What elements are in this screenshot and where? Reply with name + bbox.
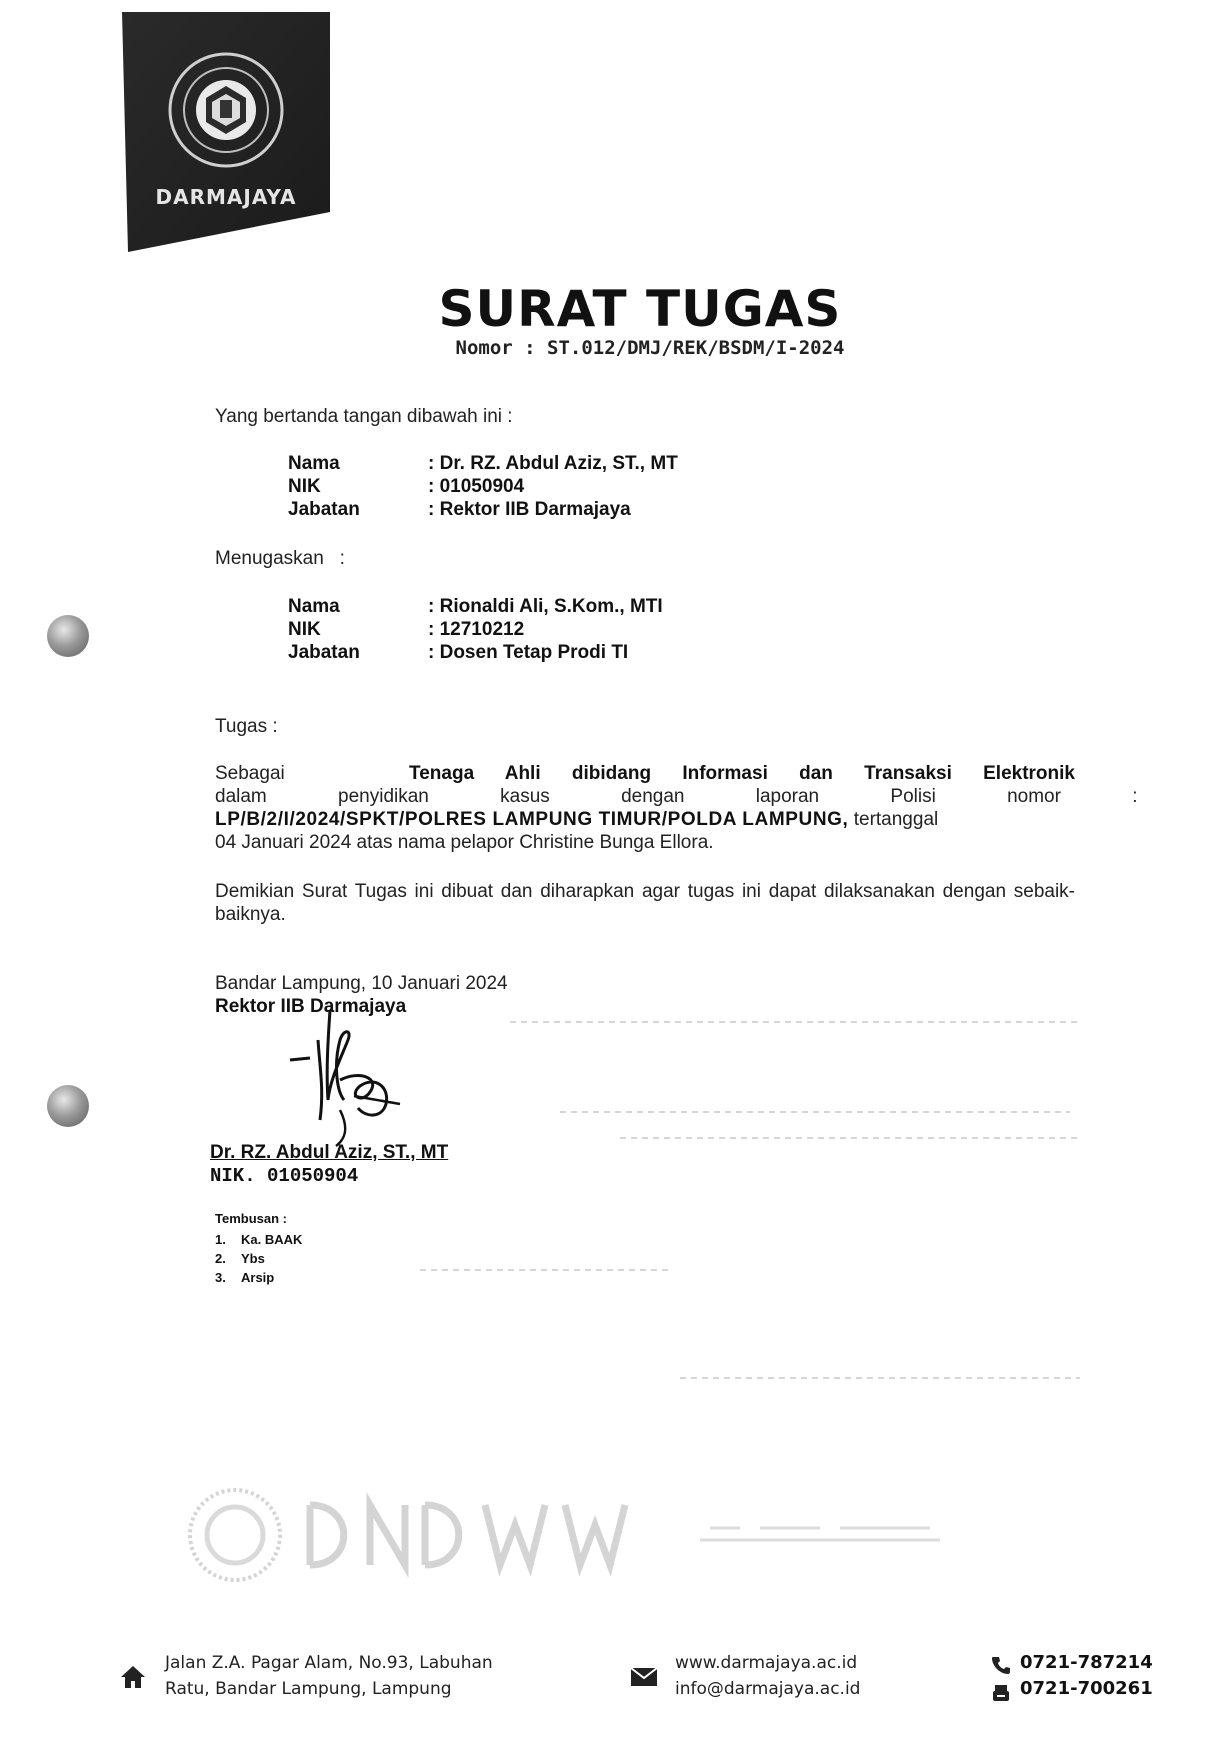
- list-item: 1. Ka. BAAK: [215, 1232, 303, 1247]
- signer-full-nik: NIK. 01050904: [210, 1165, 359, 1187]
- document-number: Nomor : ST.012/DMJ/REK/BSDM/I-2024: [455, 337, 845, 359]
- signer-position-title: Rektor IIB Darmajaya: [215, 996, 407, 1017]
- envelope-icon: [630, 1666, 658, 1688]
- watermark-seal: [180, 1480, 1080, 1590]
- task-text-3: dalam penyidikan kasus dengan laporan Polisi nomor :: [215, 786, 1138, 807]
- assignee-nik-value: : 12710212: [428, 619, 525, 640]
- assignee-name-value: : Rionaldi Ali, S.Kom., MTI: [428, 596, 663, 617]
- website-link[interactable]: www.darmajaya.ac.id: [675, 1653, 858, 1673]
- signer-nik-value: : 01050904: [428, 476, 525, 497]
- punch-hole-top: [47, 615, 89, 657]
- phone-block: [1020, 1650, 1153, 1702]
- assignee-position-label: Jabatan: [288, 642, 360, 663]
- signer-position-value: : Rektor IIB Darmajaya: [428, 499, 631, 520]
- bleed-through-marks: [120, 1000, 1100, 1380]
- task-text-1: Sebagai: [215, 763, 285, 784]
- signer-name-value: : Dr. RZ. Abdul Aziz, ST., MT: [428, 453, 678, 474]
- assignee-name-label: Nama: [288, 596, 340, 617]
- signer-position-label: Jabatan: [288, 499, 360, 520]
- signer-nik-label: NIK: [288, 476, 321, 497]
- letterhead-footer: [0, 1650, 1226, 1730]
- darmajaya-logo-graphic: [120, 12, 330, 252]
- logo-wordmark: DARMAJAYA: [155, 185, 297, 209]
- list-item: 3. Arsip: [215, 1270, 275, 1285]
- task-label: Tugas :: [215, 716, 278, 737]
- assignee-nik-label: NIK: [288, 619, 321, 640]
- task-text-5: tertanggal: [853, 809, 939, 830]
- address-line-1: Jalan Z.A. Pagar Alam, No.93, Labuhan: [165, 1653, 493, 1673]
- document-title: SURAT TUGAS: [438, 280, 842, 338]
- task-text-4: LP/B/2/I/2024/SPKT/POLRES LAMPUNG TIMUR/POLDA LAMPUNG,: [215, 809, 849, 830]
- home-icon: [120, 1664, 146, 1690]
- cc-title: Tembusan :: [215, 1211, 287, 1226]
- place-date: Bandar Lampung, 10 Januari 2024: [215, 973, 508, 994]
- darmajaya-logo: [120, 12, 330, 252]
- address-line-2: Ratu, Bandar Lampung, Lampung: [165, 1679, 452, 1699]
- task-text-6: 04 Januari 2024 atas nama pelapor Christine Bunga Ellora.: [215, 832, 714, 853]
- assign-label: Menugaskan :: [215, 548, 345, 569]
- task-paragraph: [215, 762, 1138, 854]
- assignee-position-value: : Dosen Tetap Prodi TI: [428, 642, 629, 663]
- phone-icon: [992, 1656, 1010, 1674]
- fax-icon: [992, 1684, 1010, 1702]
- email-link[interactable]: info@darmajaya.ac.id: [675, 1679, 861, 1699]
- intro-text: Yang bertanda tangan dibawah ini :: [215, 406, 513, 427]
- signer-full-name: Dr. RZ. Abdul Aziz, ST., MT: [210, 1142, 449, 1163]
- list-item: 2. Ybs: [215, 1251, 265, 1266]
- signer-name-label: Nama: [288, 453, 340, 474]
- web-contact-block: [675, 1650, 860, 1702]
- phone-number: 0721-787214: [1020, 1652, 1153, 1673]
- closing-paragraph: Demikian Surat Tugas ini dibuat dan diharapkan agar tugas ini dapat dilaksanakan dengan sebaik-baiknya.: [215, 881, 1075, 925]
- punch-hole-bottom: [47, 1085, 89, 1127]
- task-text-2: Tenaga Ahli dibidang Informasi dan Transaksi Elektronik: [409, 763, 1075, 784]
- fax-number: 0721-700261: [1020, 1678, 1153, 1699]
- address-block: [165, 1650, 493, 1702]
